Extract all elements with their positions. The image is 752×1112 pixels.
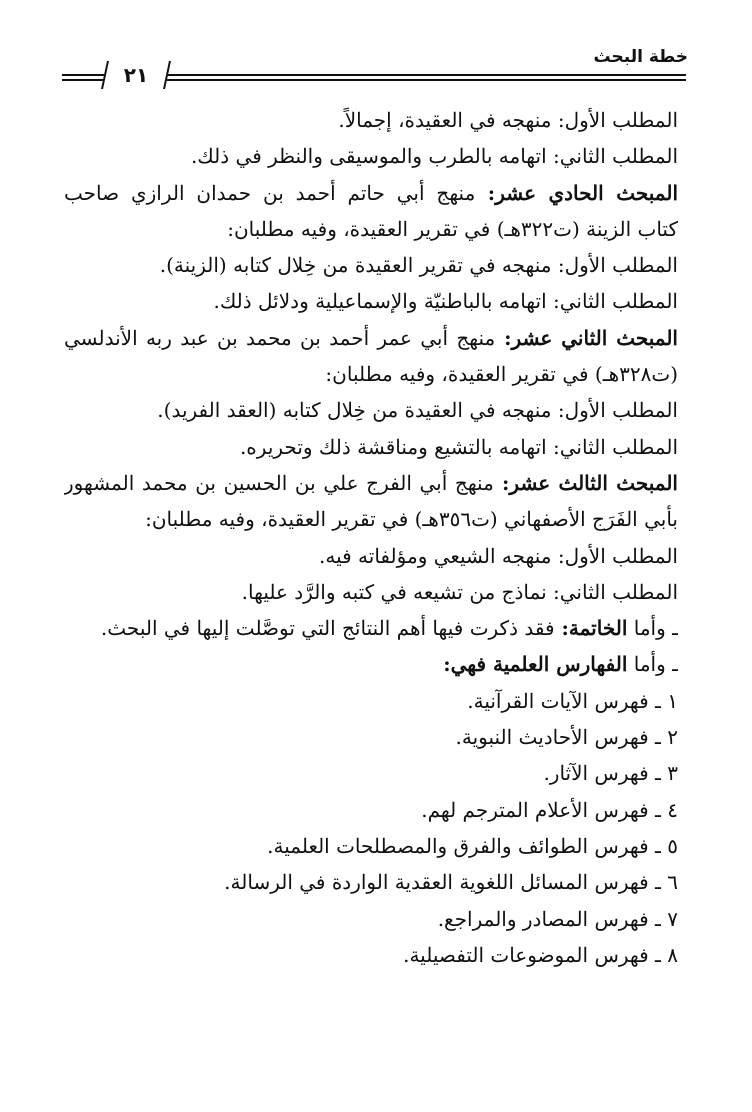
list-item: ٤ ـ فهرس الأعلام المترجم لهم. — [421, 797, 678, 822]
section-heading-line: المبحث الثالث عشر: منهج أبي الفرج علي بن الحسين بن محمد المشهور — [64, 470, 678, 495]
text-line: المطلب الأول: منهجه في تقرير العقيدة من خِلال كتابه (الزينة). — [159, 253, 678, 278]
section-heading: المبحث الحادي عشر: — [475, 180, 678, 205]
text-line: كتاب الزينة (ت٣٢٢هـ) في تقرير العقيدة، وفيه مطلبان: — [227, 216, 678, 241]
text-line: بأبي الفَرَج الأصفهاني (ت٣٥٦هـ) في تقرير العقيدة، وفيه مطلبان: — [145, 507, 678, 532]
conclusion-heading: الخاتمة: — [554, 616, 628, 641]
text-line: المطلب الأول: منهجه الشيعي ومؤلفاته فيه. — [319, 543, 678, 568]
list-item: ٧ ـ فهرس المصادر والمراجع. — [437, 906, 678, 931]
text-line: المطلب الثاني: اتهامه بالتشيع ومناقشة ذلك وتحريره. — [239, 434, 678, 459]
page-number: ٢١ — [123, 63, 149, 87]
section-heading: المبحث الثاني عشر: — [495, 325, 678, 350]
text-line: المطلب الأول: منهجه في العقيدة من خِلال كتابه (العقد الفريد). — [157, 398, 678, 423]
conclusion-line: ـ وأما الخاتمة: فقد ذكرت فيها أهم النتائج التي توصَّلت إليها في البحث. — [100, 616, 678, 641]
list-item: ٢ ـ فهرس الأحاديث النبوية. — [455, 725, 678, 750]
text-line: المطلب الأول: منهجه في العقيدة، إجمالاً. — [338, 108, 678, 132]
section-heading: المبحث الثالث عشر: — [493, 470, 678, 495]
body-text — [64, 102, 678, 973]
running-header-title: خطة البحث — [593, 47, 688, 67]
list-item: ٥ ـ فهرس الطوائف والفرق والمصطلحات العلمية. — [267, 833, 678, 858]
section-heading-line: المبحث الحادي عشر: منهج أبي حاتم أحمد بن حمدان الرازي صاحب — [64, 180, 678, 205]
text-line: المطلب الثاني: نماذج من تشيعه في كتبه والرَّد عليها. — [241, 579, 678, 604]
text-line: المطلب الثاني: اتهامه بالطرب والموسيقى والنظر في ذلك. — [190, 144, 678, 169]
list-item: ٨ ـ فهرس الموضوعات التفصيلية. — [403, 942, 678, 967]
list-item: ٣ ـ فهرس الآثار. — [543, 761, 678, 786]
indexes-line: ـ وأما الفهارس العلمية فهي: — [443, 652, 678, 677]
list-item: ٦ ـ فهرس المسائل اللغوية العقدية الواردة في الرسالة. — [224, 870, 678, 895]
section-heading-line: المبحث الثاني عشر: منهج أبي عمر أحمد بن محمد بن عبد ربه الأندلسي — [64, 325, 678, 350]
text-line: المطلب الثاني: اتهامه بالباطنيّة والإسماعيلية ودلائل ذلك. — [213, 289, 678, 314]
list-item: ١ ـ فهرس الآيات القرآنية. — [467, 688, 678, 713]
text-line: (ت٣٢٨هـ) في تقرير العقيدة، وفيه مطلبان: — [325, 362, 678, 387]
indexes-heading: الفهارس العلمية فهي: — [443, 652, 628, 677]
